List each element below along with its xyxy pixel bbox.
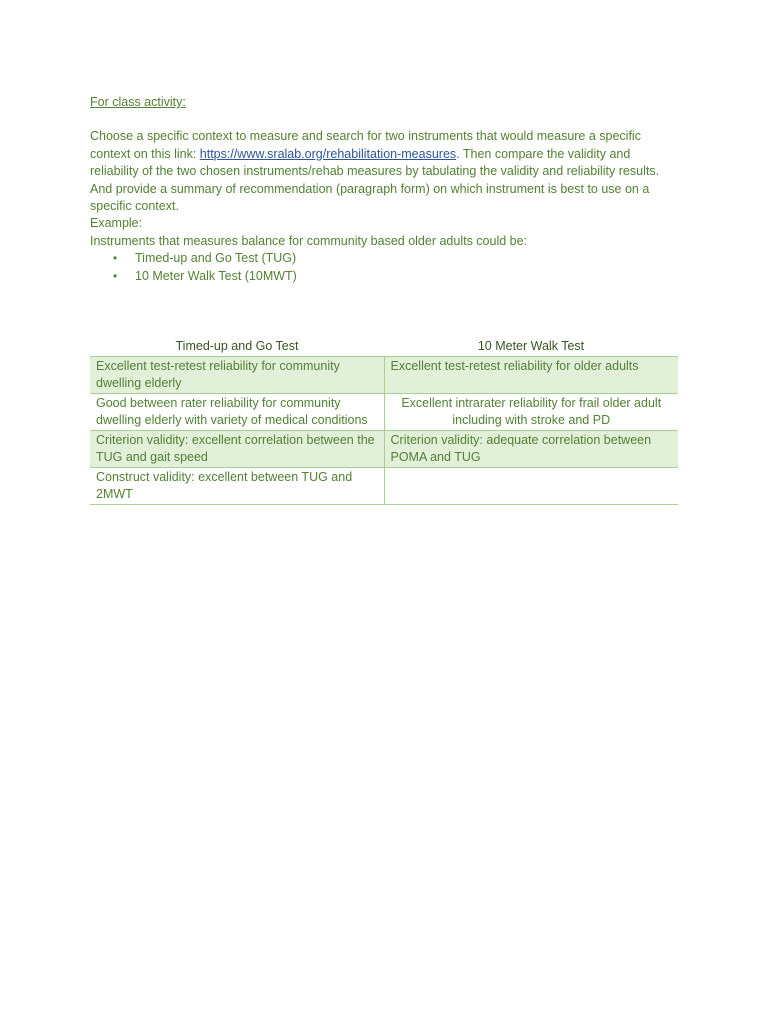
bullet-icon: • — [113, 251, 118, 266]
list-item — [90, 250, 680, 267]
sralab-link[interactable]: https://www.sralab.org/rehabilitation-measures — [199, 146, 457, 161]
instructions-text-start: Choose a specific context to measure and search for two instruments that would measure a specific context on this link: — [90, 129, 641, 161]
table-row — [90, 394, 678, 431]
table-cell: Criterion validity: excellent correlation between the TUG and gait speed — [90, 431, 384, 468]
list-item — [90, 268, 680, 285]
table-cell — [384, 468, 678, 505]
table-row — [90, 468, 678, 505]
table-row — [90, 357, 678, 394]
table-cell: Criterion validity: adequate correlation between POMA and TUG — [384, 431, 678, 468]
table-cell: Construct validity: excellent between TUG and 2MWT — [90, 468, 384, 505]
document-body — [90, 94, 680, 285]
header-tug: Timed-up and Go Test — [90, 337, 384, 357]
instrument-list — [90, 250, 680, 285]
bullet-icon: • — [113, 268, 118, 283]
example-label: Example: — [90, 216, 143, 231]
example-intro: Instruments that measures balance for community based older adults could be: — [90, 233, 528, 248]
list-item-text: Timed-up and Go Test (TUG) — [135, 251, 297, 266]
instructions-text-end: . Then compare the validity and reliability of the two chosen instruments/rehab measures by tabulating the validity and reliability results. And provide a summary of recommendation (paragraph form) on which instrument is best to use on a specific context. — [90, 146, 660, 214]
activity-heading: For class activity: — [90, 95, 186, 109]
table-header-row — [90, 337, 678, 357]
table-cell: Good between rater reliability for community dwelling elderly with variety of medical conditions — [90, 394, 384, 431]
comparison-table-container — [90, 337, 678, 505]
header-10mwt: 10 Meter Walk Test — [384, 337, 678, 357]
comparison-table — [90, 337, 678, 505]
table-row — [90, 431, 678, 468]
table-cell: Excellent intrarater reliability for frail older adult including with stroke and PD — [384, 394, 678, 431]
list-item-text: 10 Meter Walk Test (10MWT) — [135, 268, 297, 283]
table-cell: Excellent test-retest reliability for community dwelling elderly — [90, 357, 384, 394]
table-cell: Excellent test-retest reliability for older adults — [384, 357, 678, 394]
instructions-paragraph — [90, 128, 680, 215]
